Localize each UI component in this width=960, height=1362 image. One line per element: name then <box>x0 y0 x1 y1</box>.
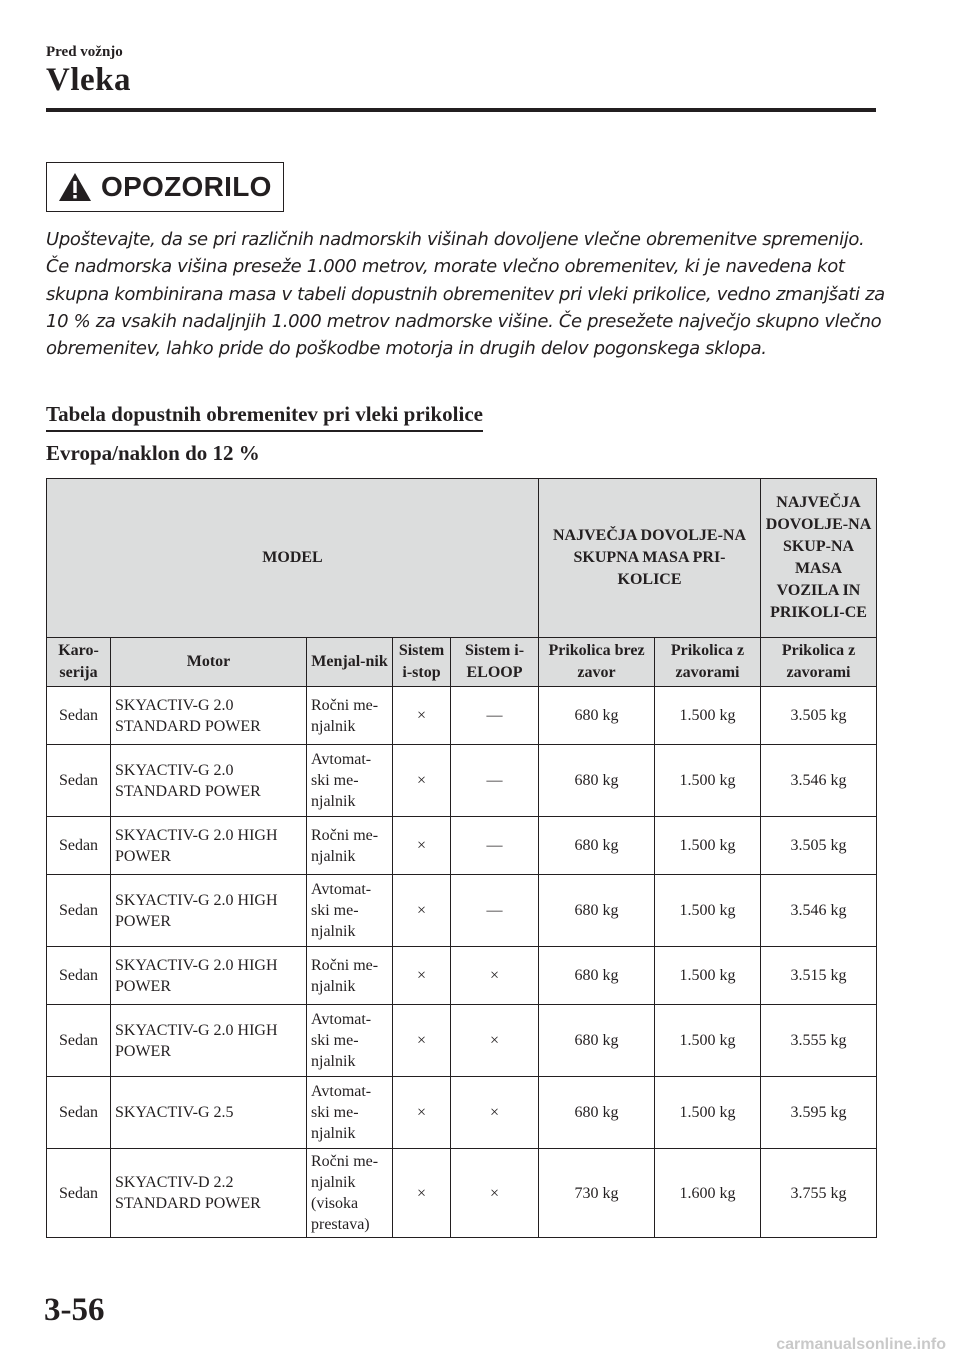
cell-combined: 3.505 kg <box>761 817 877 875</box>
col-header-engine: Motor <box>111 638 307 687</box>
cell-i-eloop: × <box>451 947 539 1005</box>
table-row <box>47 1077 877 1149</box>
cell-braked: 1.500 kg <box>655 875 761 947</box>
table-row <box>47 875 877 947</box>
col-header-braked-trailer: Prikolica z zavorami <box>655 638 761 687</box>
table-row <box>47 947 877 1005</box>
col-header-braked-trailer-combined: Prikolica z zavorami <box>761 638 877 687</box>
table-row <box>47 817 877 875</box>
cell-combined: 3.505 kg <box>761 687 877 745</box>
cell-i-eloop: — <box>451 745 539 817</box>
cell-combined: 3.546 kg <box>761 745 877 817</box>
cell-braked: 1.500 kg <box>655 745 761 817</box>
cell-unbraked: 680 kg <box>539 947 655 1005</box>
cell-unbraked: 680 kg <box>539 875 655 947</box>
cell-i-eloop: × <box>451 1005 539 1077</box>
warning-text: Upoštevajte, da se pri različnih nadmorskih višinah dovoljene vlečne obremenitve spremenijo. Če nadmorska višina preseže 1.000 metrov, morate vlečno obremenitev, ki je navedena kot skupna kombinirana masa v tabeli dopustnih obremenitev pri vleki prikolice, vedno zmanjšati za 10 % za vsakih nadaljnjih 1.000 metrov nadmorske višine. Če presežete največjo skupno vlečno obremenitev, lahko pride do poškodbe motorja in drugih delov pogonskega sklopa. <box>46 229 885 360</box>
cell-braked: 1.500 kg <box>655 817 761 875</box>
region-heading: Evropa/naklon do 12 % <box>46 441 260 465</box>
cell-body: Sedan <box>47 687 111 745</box>
cell-body: Sedan <box>47 817 111 875</box>
table-column-header-row <box>47 638 877 687</box>
cell-body: Sedan <box>47 1149 111 1238</box>
title-rule <box>46 108 876 112</box>
warning-box <box>46 162 284 212</box>
cell-engine: SKYACTIV-G 2.0 STANDARD POWER <box>111 745 307 817</box>
towing-load-table <box>46 478 877 1238</box>
warning-triangle-icon <box>57 171 93 203</box>
cell-combined: 3.595 kg <box>761 1077 877 1149</box>
cell-braked: 1.500 kg <box>655 687 761 745</box>
cell-i-stop: × <box>393 1005 451 1077</box>
table-heading: Tabela dopustnih obremenitev pri vleki prikolice <box>46 402 483 432</box>
table-row <box>47 745 877 817</box>
cell-unbraked: 680 kg <box>539 1077 655 1149</box>
col-header-unbraked-trailer: Prikolica brez zavor <box>539 638 655 687</box>
watermark: carmanualsonline.info <box>776 1336 946 1353</box>
cell-i-stop: × <box>393 745 451 817</box>
cell-transmission: Avtomat-ski me-njalnik <box>307 875 393 947</box>
cell-braked: 1.600 kg <box>655 1149 761 1238</box>
cell-i-stop: × <box>393 947 451 1005</box>
cell-transmission: Ročni me-njalnik <box>307 687 393 745</box>
table-row <box>47 687 877 745</box>
cell-engine: SKYACTIV-G 2.0 STANDARD POWER <box>111 687 307 745</box>
section-label: Pred vožnjo <box>46 44 123 60</box>
cell-combined: 3.546 kg <box>761 875 877 947</box>
cell-i-stop: × <box>393 817 451 875</box>
cell-combined: 3.555 kg <box>761 1005 877 1077</box>
cell-combined: 3.515 kg <box>761 947 877 1005</box>
cell-braked: 1.500 kg <box>655 1077 761 1149</box>
cell-i-eloop: × <box>451 1149 539 1238</box>
col-header-i-eloop: Sistem i-ELOOP <box>451 638 539 687</box>
cell-unbraked: 680 kg <box>539 687 655 745</box>
cell-i-eloop: — <box>451 687 539 745</box>
warning-label: OPOZORILO <box>101 171 272 202</box>
page-title: Vleka <box>46 62 131 98</box>
cell-i-eloop: — <box>451 875 539 947</box>
header-max-combined-mass: NAJVEČJA DOVOLJE-NA SKUP-NA MASA VOZILA IN PRIKOLI-CE <box>761 479 877 638</box>
cell-i-eloop: × <box>451 1077 539 1149</box>
cell-unbraked: 680 kg <box>539 745 655 817</box>
col-header-transmission: Menjal-nik <box>307 638 393 687</box>
cell-transmission: Ročni me-njalnik <box>307 817 393 875</box>
cell-unbraked: 730 kg <box>539 1149 655 1238</box>
cell-braked: 1.500 kg <box>655 1005 761 1077</box>
cell-body: Sedan <box>47 1005 111 1077</box>
header-max-trailer-mass: NAJVEČJA DOVOLJE-NA SKUPNA MASA PRI-KOLICE <box>539 479 761 638</box>
cell-body: Sedan <box>47 745 111 817</box>
cell-i-stop: × <box>393 1149 451 1238</box>
cell-i-stop: × <box>393 875 451 947</box>
table-row <box>47 1149 877 1238</box>
cell-transmission: Ročni me-njalnik (visoka prestava) <box>307 1149 393 1238</box>
cell-transmission: Avtomat-ski me-njalnik <box>307 1077 393 1149</box>
cell-engine: SKYACTIV-G 2.0 HIGH POWER <box>111 947 307 1005</box>
cell-engine: SKYACTIV-G 2.5 <box>111 1077 307 1149</box>
cell-transmission: Avtomat-ski me-njalnik <box>307 745 393 817</box>
cell-engine: SKYACTIV-G 2.0 HIGH POWER <box>111 817 307 875</box>
cell-transmission: Ročni me-njalnik <box>307 947 393 1005</box>
cell-body: Sedan <box>47 875 111 947</box>
cell-engine: SKYACTIV-G 2.0 HIGH POWER <box>111 1005 307 1077</box>
cell-transmission: Avtomat-ski me-njalnik <box>307 1005 393 1077</box>
cell-i-eloop: — <box>451 817 539 875</box>
cell-unbraked: 680 kg <box>539 1005 655 1077</box>
col-header-i-stop: Sistem i-stop <box>393 638 451 687</box>
cell-unbraked: 680 kg <box>539 817 655 875</box>
cell-i-stop: × <box>393 1077 451 1149</box>
cell-engine: SKYACTIV-D 2.2 STANDARD POWER <box>111 1149 307 1238</box>
cell-combined: 3.755 kg <box>761 1149 877 1238</box>
cell-engine: SKYACTIV-G 2.0 HIGH POWER <box>111 875 307 947</box>
col-header-body: Karo-serija <box>47 638 111 687</box>
table-row <box>47 1005 877 1077</box>
cell-body: Sedan <box>47 947 111 1005</box>
page-number: 3-56 <box>44 1292 105 1328</box>
cell-braked: 1.500 kg <box>655 947 761 1005</box>
cell-body: Sedan <box>47 1077 111 1149</box>
table-group-header-row <box>47 479 877 638</box>
header-model: MODEL <box>47 479 539 638</box>
cell-i-stop: × <box>393 687 451 745</box>
